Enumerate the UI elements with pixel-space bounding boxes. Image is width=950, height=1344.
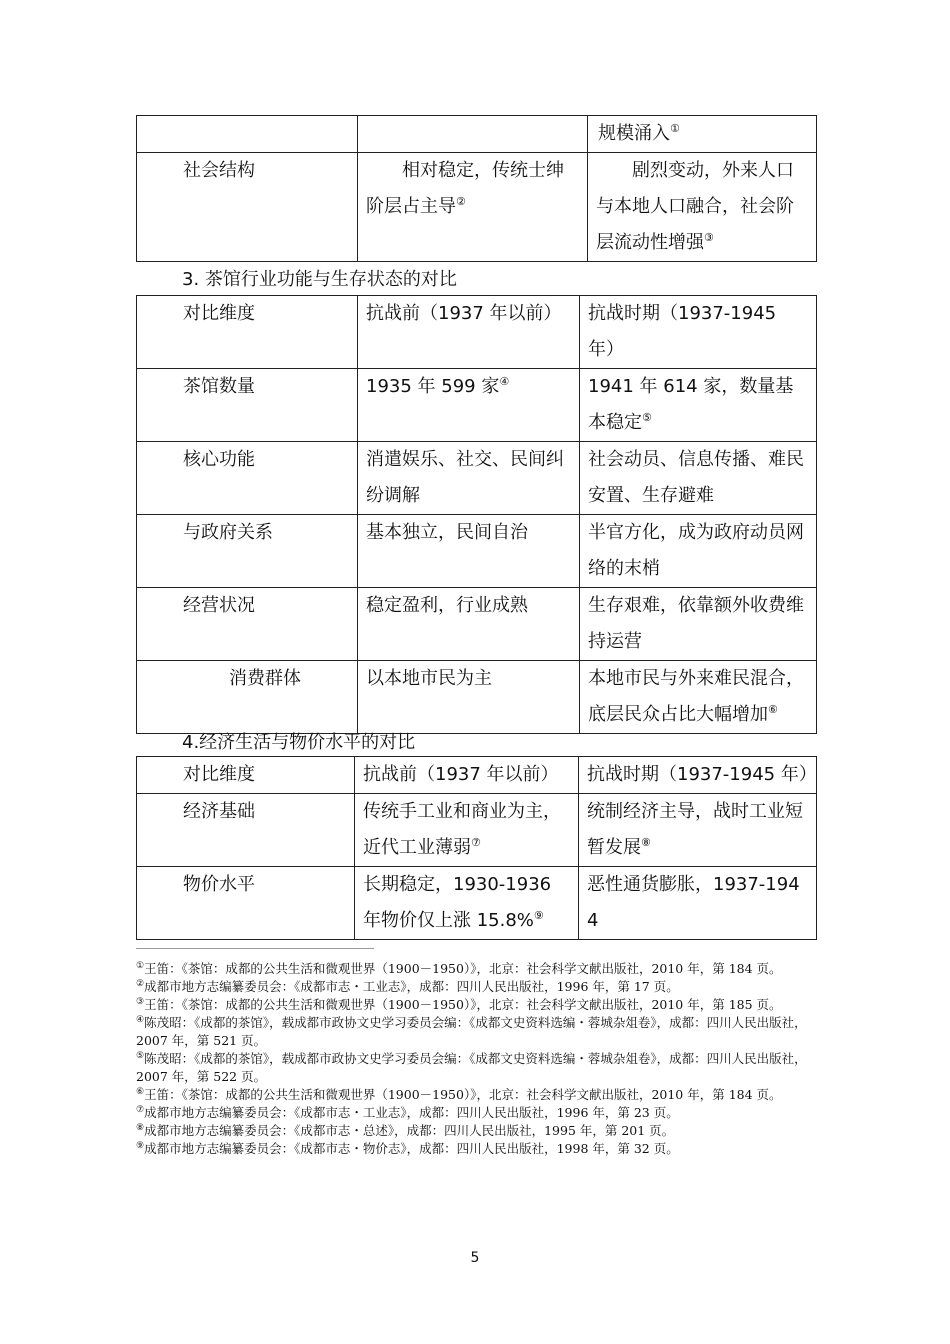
table-row [137,369,817,442]
footnote [136,978,816,996]
cell-text: 本地市民与外来难民混合，底层民众占比大幅增加 [588,668,804,725]
footnote-mark: ⑧ [136,1122,145,1133]
column-header: 抗战前（1937 年以前） [355,757,579,794]
footnote-mark: ① [136,960,145,971]
cell-text: 统制经济主导，战时工业短暂发展 [587,801,803,858]
table-cell [588,153,817,262]
table-row [137,116,817,153]
table-cell: 以本地市民为主 [358,661,580,734]
cell-text: 规模涌入 [598,123,670,144]
cell-text: 1935 年 599 家 [366,376,500,397]
footnote [136,1086,816,1104]
table-cell: 茶馆数量 [137,369,358,442]
footnote-ref[interactable]: ① [670,122,680,135]
column-header: 抗战时期（1937-1945 年） [580,296,817,369]
table-cell [580,369,817,442]
cell-text: 长期稳定，1930-1936 年物价仅上涨 15.8% [363,874,552,931]
table-cell: 基本独立，民间自治 [358,515,580,588]
footnote-text: 王笛：《茶馆：成都的公共生活和微观世界（1900－1950）》，北京：社会科学文献出版社，2010 年，第 185 页。 [144,997,782,1012]
cell-text: 相对稳定，传统士绅阶层占主导 [366,160,564,217]
table-cell: 生存艰难，依靠额外收费维持运营 [580,588,817,661]
table-cell: 经济基础 [137,794,355,867]
footnote-ref[interactable]: ⑤ [642,411,652,424]
table-row [137,442,817,515]
column-header: 抗战时期（1937-1945 年） [579,757,817,794]
footnote-text: 成都市地方志编纂委员会：《成都市志・工业志》，成都：四川人民出版社，1996 年，第 17 页。 [144,979,679,994]
footnote [136,1122,816,1140]
footnote [136,1104,816,1122]
table-cell [137,116,358,153]
teahouse-comparison-table [136,295,817,734]
cell-text: 传统手工业和商业为主，近代工业薄弱 [363,801,561,858]
footnote-mark: ⑤ [136,1050,145,1061]
table-header-row [137,757,817,794]
table-cell: 核心功能 [137,442,358,515]
table-cell [358,369,580,442]
table-cell: 恶性通货膨胀，1937-1944 [579,867,817,940]
footnote [136,1050,816,1086]
table-cell: 稳定盈利，行业成熟 [358,588,580,661]
footnote-text: 王笛：《茶馆：成都的公共生活和微观世界（1900－1950）》，北京：社会科学文献出版社，2010 年，第 184 页。 [144,1087,782,1102]
table-header-row [137,296,817,369]
footnote-mark: ⑦ [136,1104,145,1115]
table-cell [358,116,588,153]
footnote-mark: ④ [136,1014,145,1025]
footnote-text: 成都市地方志编纂委员会：《成都市志・物价志》，成都：四川人民出版社，1998 年，第 32 页。 [144,1141,679,1156]
cell-text: 剧烈变动，外来人口与本地人口融合，社会阶层流动性增强 [596,160,794,253]
column-header: 抗战前（1937 年以前） [358,296,580,369]
table-row [137,794,817,867]
table-cell [580,661,817,734]
footnote [136,996,816,1014]
footnote-ref[interactable]: ⑨ [533,909,544,922]
footnote-ref[interactable]: ③ [704,231,714,244]
footnotes [136,960,816,1158]
table-row [137,153,817,262]
footnote-mark: ⑥ [136,1086,145,1097]
table-cell: 消遣娱乐、社交、民间纠纷调解 [358,442,580,515]
table-cell [358,153,588,262]
table-cell: 物价水平 [137,867,355,940]
table-cell [579,794,817,867]
footnote-ref[interactable]: ⑥ [768,703,778,716]
footnote-ref[interactable]: ④ [499,375,510,388]
cell-text: 1941 年 614 家，数量基本稳定 [588,376,794,433]
table-row [137,515,817,588]
footnote-separator [136,948,374,949]
footnote-mark: ⑨ [136,1140,145,1151]
footnote-text: 成都市地方志编纂委员会：《成都市志・总述》，成都：四川人民出版社，1995 年，第 201 页。 [144,1123,675,1138]
economy-comparison-table [136,756,817,940]
footnote-text: 陈茂昭：《成都的茶馆》，载成都市政协文史学习委员会编：《成都文史资料选编・蓉城杂俎卷》，成都：四川人民出版社，2007 年，第 522 页。 [136,1051,807,1084]
table-cell: 经营状况 [137,588,358,661]
footnote [136,960,816,978]
table-cell: 消费群体 [137,661,358,734]
footnote-text: 陈茂昭：《成都的茶馆》，载成都市政协文史学习委员会编：《成都文史资料选编・蓉城杂俎卷》，成都：四川人民出版社，2007 年，第 521 页。 [136,1015,807,1048]
footnote-ref[interactable]: ⑧ [641,836,651,849]
table-cell [355,867,579,940]
footnote-mark: ② [136,978,145,989]
table-cell: 与政府关系 [137,515,358,588]
footnote [136,1140,816,1158]
table-cell [355,794,579,867]
footnote-text: 成都市地方志编纂委员会：《成都市志・工业志》，成都：四川人民出版社，1996 年，第 23 页。 [144,1105,679,1120]
footnote-mark: ③ [136,996,145,1007]
table-row [137,867,817,940]
social-structure-table [136,115,817,262]
footnote [136,1014,816,1050]
page-number: 5 [470,1250,480,1266]
footnote-text: 王笛：《茶馆：成都的公共生活和微观世界（1900－1950）》，北京：社会科学文献出版社，2010 年，第 184 页。 [144,961,782,976]
table-cell: 社会结构 [137,153,358,262]
table-row [137,588,817,661]
column-header: 对比维度 [137,757,355,794]
section-title: 3. 茶馆行业功能与生存状态的对比 [182,269,457,290]
footnote-ref[interactable]: ② [456,195,466,208]
column-header: 对比维度 [137,296,358,369]
table-cell: 半官方化，成为政府动员网络的末梢 [580,515,817,588]
table-cell [588,116,817,153]
footnote-ref[interactable]: ⑦ [471,836,481,849]
section-title: 4.经济生活与物价水平的对比 [182,732,416,753]
table-cell: 社会动员、信息传播、难民安置、生存避难 [580,442,817,515]
table-row [137,661,817,734]
